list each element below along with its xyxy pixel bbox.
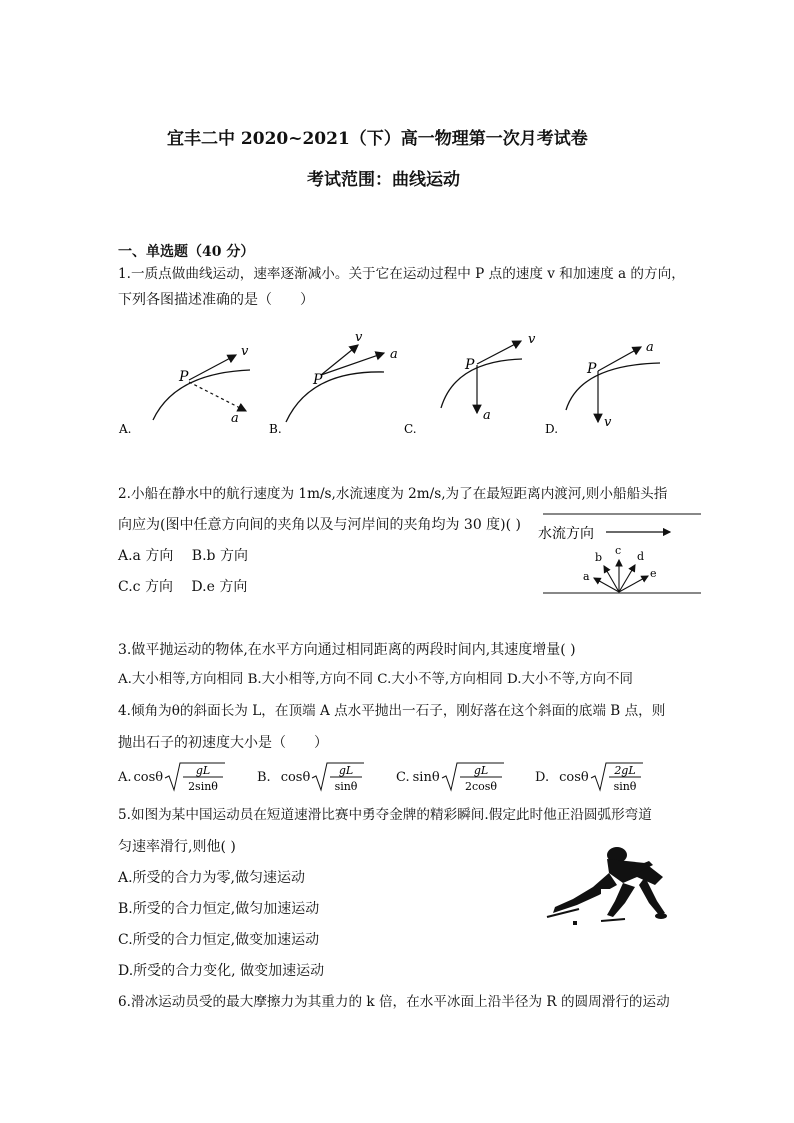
q4-c-fn: sinθ	[412, 769, 440, 785]
q1c-label-v: v	[528, 332, 536, 347]
q1-figure-b	[269, 330, 398, 435]
q3-options: A.大小相等,方向相同 B.大小相等,方向不同 C.大小不等,方向相同 D.大小不等,方向不同	[118, 672, 633, 687]
q5-option-c: C.所受的合力恒定,做变加速运动	[118, 932, 320, 948]
dir-label-d: d	[637, 550, 645, 563]
q4-a-radical	[163, 760, 227, 794]
q5-stem-line2: 匀速率滑行,则他( )	[118, 839, 236, 855]
q4-d-label: D.	[535, 769, 550, 785]
q1-figure-c	[404, 332, 536, 435]
q3-stem: 3.做平抛运动的物体,在水平方向通过相同距离的两段时间内,其速度增量( )	[118, 642, 576, 658]
q6-stem-line1: 6.滑冰运动员受的最大摩擦力为其重力的 k 倍，在水平冰面上沿半径为 R 的圆周滑行的运动	[118, 994, 670, 1010]
q4-b-label: B.	[257, 769, 271, 785]
q4-c-radical	[440, 760, 506, 794]
q4-option-c	[396, 760, 506, 794]
q1b-label-a: a	[390, 347, 398, 362]
q4-stem-line2: 抛出石子的初速度大小是（ ）	[118, 735, 328, 751]
page-subtitle: 考试范围：曲线运动	[307, 170, 460, 190]
q4-d-num: 2gL	[614, 764, 636, 777]
q1b-v-arrow	[321, 345, 358, 375]
q1a-label-v: v	[241, 344, 249, 359]
dir-label-b: b	[595, 551, 603, 564]
q1-figure-d	[545, 340, 660, 435]
q2-options-ab: A.a 方向 B.b 方向	[118, 548, 248, 564]
q4-c-den: 2cosθ	[464, 780, 497, 793]
q5-option-a: A.所受的合力为零,做匀速运动	[118, 870, 306, 886]
q1c-curve	[441, 359, 522, 408]
q4-c-label: C.	[396, 769, 410, 785]
q1a-label-p: P	[179, 369, 189, 385]
q4-option-b	[257, 760, 366, 794]
q4-d-radical	[589, 760, 645, 794]
q4-d-fn: cosθ	[559, 769, 589, 785]
q1-stem-line1: 1.一质点做曲线运动，速率逐渐减小。关于它在运动过程中 P 点的速度 v 和加速度 a 的方向，	[118, 266, 685, 282]
q5-stem-line1: 5.如图为某中国运动员在短道速滑比赛中勇夺金牌的精彩瞬间.假定此时他正沿圆弧形弯道	[118, 807, 652, 823]
q1c-v-arrow	[477, 341, 521, 364]
q4-a-fn: cosθ	[133, 769, 164, 785]
q4-a-den: 2sinθ	[188, 780, 219, 793]
q1a-v-arrow	[189, 355, 236, 380]
flow-label: 水流方向	[538, 526, 594, 542]
q1c-label-p: P	[465, 357, 475, 373]
q1b-curve	[286, 372, 384, 422]
q4-b-radical	[310, 760, 366, 794]
q4-b-fn: cosθ	[280, 769, 311, 785]
q1-option-d: D.	[545, 422, 559, 435]
q1-figures	[0, 325, 794, 435]
q4-c-num: gL	[473, 764, 488, 777]
q5-option-d: D.所受的合力变化, 做变加速运动	[118, 963, 325, 979]
q2-stem-line2: 向应为(图中任意方向间的夹角以及与河岸间的夹角均为 30 度)( )	[118, 517, 522, 533]
q4-a-label: A.	[118, 769, 132, 785]
q4-stem-line1: 4.倾角为θ的斜面长为 L，在顶端 A 点水平抛出一石子，刚好落在这个斜面的底端 B 点，则	[118, 703, 666, 719]
q1-figure-a	[118, 344, 250, 435]
dir-label-c: c	[615, 544, 622, 557]
q1b-label-p: P	[313, 372, 323, 388]
q4-a-num: gL	[195, 764, 211, 777]
q1d-curve	[566, 363, 660, 410]
speed-skater-image	[545, 843, 675, 928]
section-heading: 一、单选题（40 分）	[118, 244, 255, 260]
q4-option-d	[535, 760, 645, 794]
dir-label-e: e	[650, 567, 657, 580]
q4-d-den: sinθ	[613, 780, 637, 793]
q1-stem-line2: 下列各图描述准确的是（ ）	[118, 292, 314, 308]
q4-b-den: sinθ	[334, 780, 358, 793]
q1a-label-a: a	[231, 411, 239, 426]
q1d-label-v: v	[604, 415, 612, 430]
page-title: 宜丰二中 2020~2021（下）高一物理第一次月考试卷	[167, 129, 588, 149]
q1d-label-p: P	[587, 361, 597, 377]
q1-option-a: A.	[119, 422, 132, 435]
q4-option-a	[118, 760, 227, 794]
q1a-a-arrow	[189, 382, 246, 411]
q1-option-b: B.	[269, 422, 282, 435]
q5-option-b: B.所受的合力恒定,做匀加速运动	[118, 901, 320, 917]
q4-b-num: gL	[339, 764, 354, 777]
q1d-label-a: a	[646, 340, 654, 355]
q2-stem-line1: 2.小船在静水中的航行速度为 1m/s,水流速度为 2m/s,为了在最短距离内渡河,则小船船头指	[118, 486, 668, 502]
q2-options-cd: C.c 方向 D.e 方向	[118, 579, 248, 595]
q2-river-figure	[538, 508, 708, 603]
q1c-label-a: a	[483, 408, 491, 423]
dir-label-a: a	[583, 570, 590, 583]
q1-option-c: C.	[404, 422, 417, 435]
q1b-label-v: v	[355, 330, 363, 345]
